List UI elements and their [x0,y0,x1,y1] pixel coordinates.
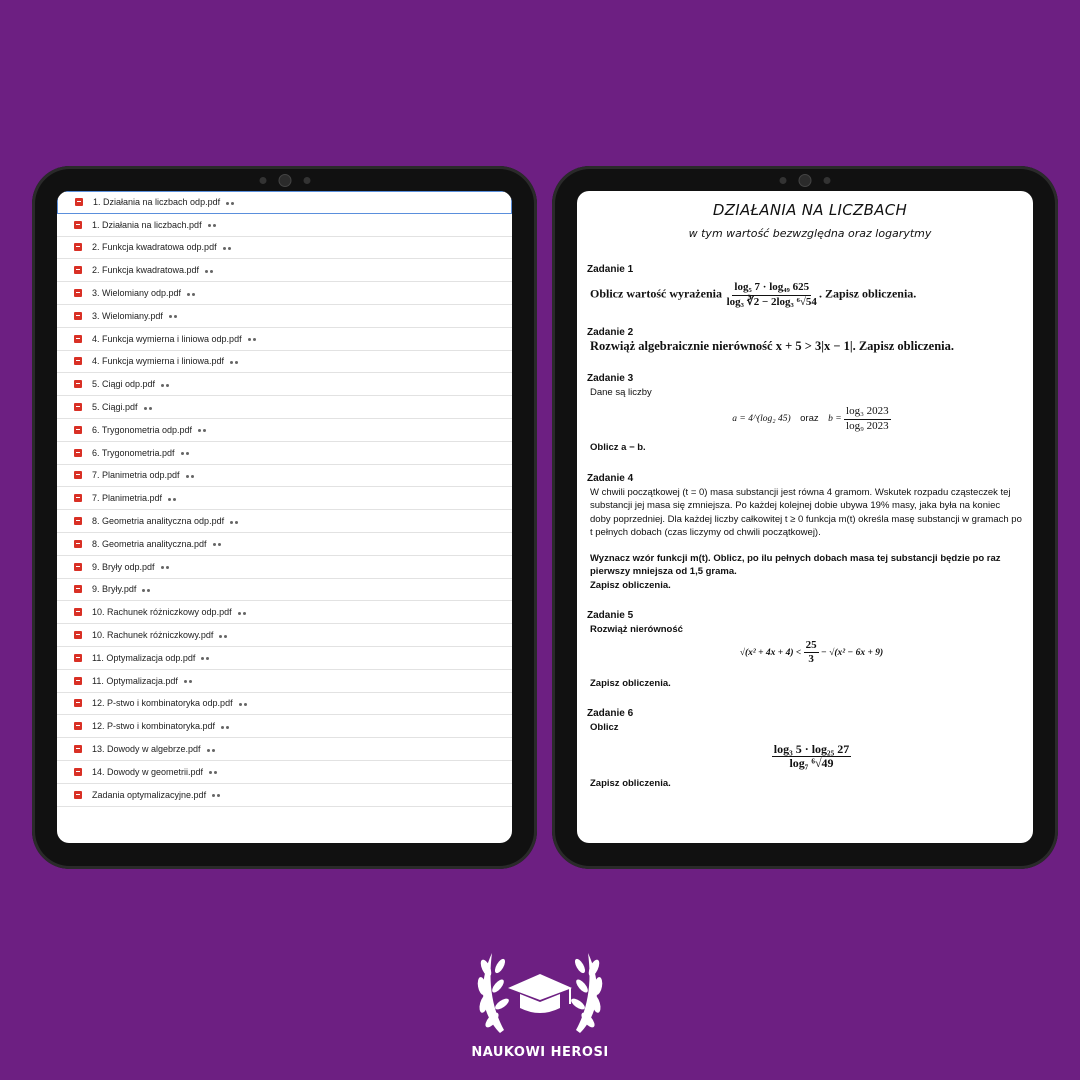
pdf-icon [74,243,82,251]
task-3-oraz: oraz [800,413,819,425]
file-row[interactable] [57,465,512,488]
shared-people-icon [142,587,151,592]
task-4-ask: Wyznacz wzór funkcji m(t). Oblicz, po ilu pełnych dobach masa tej substancji będzie po raz pierwszy mniejsza od 1,5 grama. [590,552,1001,577]
shared-people-icon [201,655,210,660]
file-name: 9. Bryły odp.pdf [92,561,155,572]
shared-people-icon [230,519,239,524]
document [577,201,1033,790]
file-row[interactable] [57,396,512,419]
task-6 [587,708,1033,790]
task-heading: Zadanie 4 [587,472,634,484]
tablet-right [552,166,1058,869]
shared-people-icon [219,633,228,638]
task-heading: Zadanie 1 [587,264,634,275]
pdf-icon [74,540,82,548]
file-row[interactable] [57,373,512,396]
shared-people-icon [144,405,153,410]
task-5-fraction [804,639,819,667]
shared-people-icon [230,359,239,364]
file-name: 13. Dowody w algebrze.pdf [92,744,201,755]
task-1-fraction [725,281,819,309]
document-title: DZIAŁANIA NA LICZBACH [712,201,908,219]
task-1-denominator: log₃ ∛2 − 2log₃ ⁶√54 [726,295,817,308]
file-name: 14. Dowody w geometrii.pdf [92,766,204,777]
shared-people-icon [198,427,207,432]
file-name: 10. Rachunek różniczkowy odp.pdf [92,607,232,618]
file-row[interactable] [57,487,512,510]
pdf-icon [74,791,82,799]
document-subtitle: w tym wartość bezwzględna oraz logarytmy [688,227,932,240]
task-5-right: − √(x² − 6x + 9) [821,647,884,658]
task-3 [587,373,1033,455]
shared-people-icon [187,291,196,296]
file-list [57,191,512,807]
task-2 [587,327,1033,355]
file-row[interactable] [57,442,512,465]
pdf-icon [74,699,82,707]
task-5-intro: Rozwiąż nierówność [590,624,683,635]
task-5-left: √(x² + 4x + 4) < [739,647,802,658]
file-name: 8. Geometria analityczna odp.pdf [92,516,225,527]
file-row[interactable] [57,624,512,647]
pdf-icon [74,585,82,593]
task-heading: Zadanie 6 [587,708,634,719]
task-5 [587,610,1033,690]
file-row[interactable] [57,510,512,533]
file-name: 5. Ciągi odp.pdf [92,379,156,390]
task-4 [587,473,1033,593]
file-row[interactable] [57,419,512,442]
task-6-fraction [772,743,851,771]
pdf-icon [74,677,82,685]
task-3-b-numerator: log₃ 2023 [844,405,891,420]
pdf-icon [74,403,82,411]
file-row[interactable] [57,784,512,807]
task-6-write: Zapisz obliczenia. [590,777,671,789]
brand-name: NAUKOWI HEROSI [471,1045,609,1060]
task-5-denominator: 3 [808,653,814,665]
file-row[interactable] [57,715,512,738]
file-name: 11. Optymalizacja.pdf [92,675,178,686]
shared-people-icon [186,473,195,478]
file-name: 7. Planimetria odp.pdf [92,470,180,481]
file-row[interactable] [57,647,512,670]
shared-people-icon [184,678,193,683]
shared-people-icon [168,496,177,501]
file-name: 1. Działania na liczbach odp.pdf [93,197,221,208]
file-row[interactable] [57,259,512,282]
file-row[interactable] [57,351,512,374]
task-6-denominator: log₇ ⁶√49 [789,756,834,770]
document-screen[interactable] [577,191,1033,843]
task-3-b-label: b = [828,414,842,425]
shared-people-icon [181,450,190,455]
shared-people-icon [169,313,178,318]
pdf-icon [75,198,83,206]
task-3-a: a = 4^(log₂ 45) [732,414,791,425]
graduation-cap-laurel-icon [470,938,610,1048]
pdf-icon [74,426,82,434]
shared-people-icon [208,222,217,227]
task-3-b-denominator: log₉ 2023 [846,419,889,432]
file-row[interactable] [57,214,512,237]
shared-people-icon [213,541,222,546]
file-row[interactable] [57,761,512,784]
pdf-icon [74,563,82,571]
shared-people-icon [161,564,170,569]
task-6-numerator: log₃ 5 · log₂₅ 27 [773,741,850,756]
pdf-icon [74,517,82,525]
file-name: 2. Funkcja kwadratowa.pdf [92,265,200,276]
file-name: 9. Bryły.pdf [92,584,137,595]
file-name: 7. Planimetria.pdf [92,493,163,504]
file-row[interactable] [57,533,512,556]
task-5-write: Zapisz obliczenia. [590,677,671,689]
file-row[interactable] [57,601,512,624]
pdf-icon [74,335,82,343]
camera-bar [780,174,831,187]
tablet-left [32,166,537,869]
shared-people-icon [239,701,248,706]
file-row[interactable] [57,328,512,351]
file-name: 3. Wielomiany.pdf [92,310,163,321]
pdf-icon [74,722,82,730]
file-row[interactable] [57,738,512,761]
task-1-suffix: . Zapisz obliczenia. [818,286,917,301]
file-name: 8. Geometria analityczna.pdf [92,538,207,549]
file-name: 12. P-stwo i kombinatoryka.pdf [92,721,216,732]
file-row[interactable] [57,191,512,214]
shared-people-icon [238,610,247,615]
task-1 [587,264,1033,309]
file-row[interactable] [57,579,512,602]
task-heading: Zadanie 3 [587,372,634,384]
file-row[interactable] [57,693,512,716]
shared-people-icon [221,724,230,729]
file-name: 6. Trygonometria odp.pdf [92,424,193,435]
task-4-body: W chwili początkowej (t = 0) masa substancji jest równa 4 gramom. Wskutek rozpadu cząsteczek tej substancji jej masa się zmniejsza. Po każdej kolejnej dobie ubywa 19% masy, jaka była na koniec doby poprzedniej. Dla każdej liczby całkowitej t ≥ 0 funkcja m(t) określa masę substancji w gramach po t pełnych dobach (czas liczymy od chwili początkowej). [590,486,1022,538]
pdf-icon [74,357,82,365]
task-3-ask: Oblicz a − b. [590,442,646,453]
file-name: 10. Rachunek różniczkowy.pdf [92,630,214,641]
pdf-icon [74,494,82,502]
file-name: 4. Funkcja wymierna i liniowa odp.pdf [92,333,242,344]
shared-people-icon [207,747,216,752]
file-name: 3. Wielomiany odp.pdf [92,288,182,299]
file-name: 12. P-stwo i kombinatoryka odp.pdf [92,698,233,709]
shared-people-icon [248,336,257,341]
file-name: Zadania optymalizacyjne.pdf [92,789,207,800]
file-row[interactable] [57,670,512,693]
task-5-numerator: 25 [804,639,819,654]
pdf-icon [74,380,82,388]
task-3-b-fraction [844,405,891,433]
task-heading: Zadanie 2 [587,327,634,338]
shared-people-icon [209,769,218,774]
pdf-icon [74,768,82,776]
task-1-prefix: Oblicz wartość wyrażenia [590,286,722,301]
pdf-icon [74,654,82,662]
file-name: 5. Ciągi.pdf [92,402,138,413]
pdf-icon [74,221,82,229]
shared-people-icon [205,268,214,273]
pdf-icon [74,608,82,616]
pdf-icon [74,449,82,457]
file-name: 11. Optymalizacja odp.pdf [92,652,196,663]
pdf-icon [74,266,82,274]
shared-people-icon [161,382,170,387]
task-4-write: Zapisz obliczenia. [590,579,671,591]
file-row[interactable] [57,237,512,260]
file-name: 2. Funkcja kwadratowa odp.pdf [92,242,217,253]
brand-logo [470,938,610,1068]
shared-people-icon [226,200,235,205]
file-row[interactable] [57,305,512,328]
shared-people-icon [212,792,221,797]
task-6-intro: Oblicz [590,722,619,733]
pdf-icon [74,631,82,639]
file-name: 1. Działania na liczbach.pdf [92,219,202,230]
shared-people-icon [223,245,232,250]
pdf-icon [74,312,82,320]
file-name: 6. Trygonometria.pdf [92,447,175,458]
task-1-numerator: log₅ 7 · log₄₉ 625 [732,281,811,296]
task-3-intro: Dane są liczby [590,386,652,398]
file-list-screen [57,191,512,843]
pdf-icon [74,289,82,297]
task-2-text: Rozwiąż algebraicznie nierówność x + 5 > 3|x − 1|. Zapisz obliczenia. [590,339,954,353]
task-heading: Zadanie 5 [587,610,634,621]
pdf-icon [74,745,82,753]
camera-bar [259,174,310,187]
file-row[interactable] [57,282,512,305]
file-row[interactable] [57,556,512,579]
file-name: 4. Funkcja wymierna i liniowa.pdf [92,356,225,367]
pdf-icon [74,471,82,479]
